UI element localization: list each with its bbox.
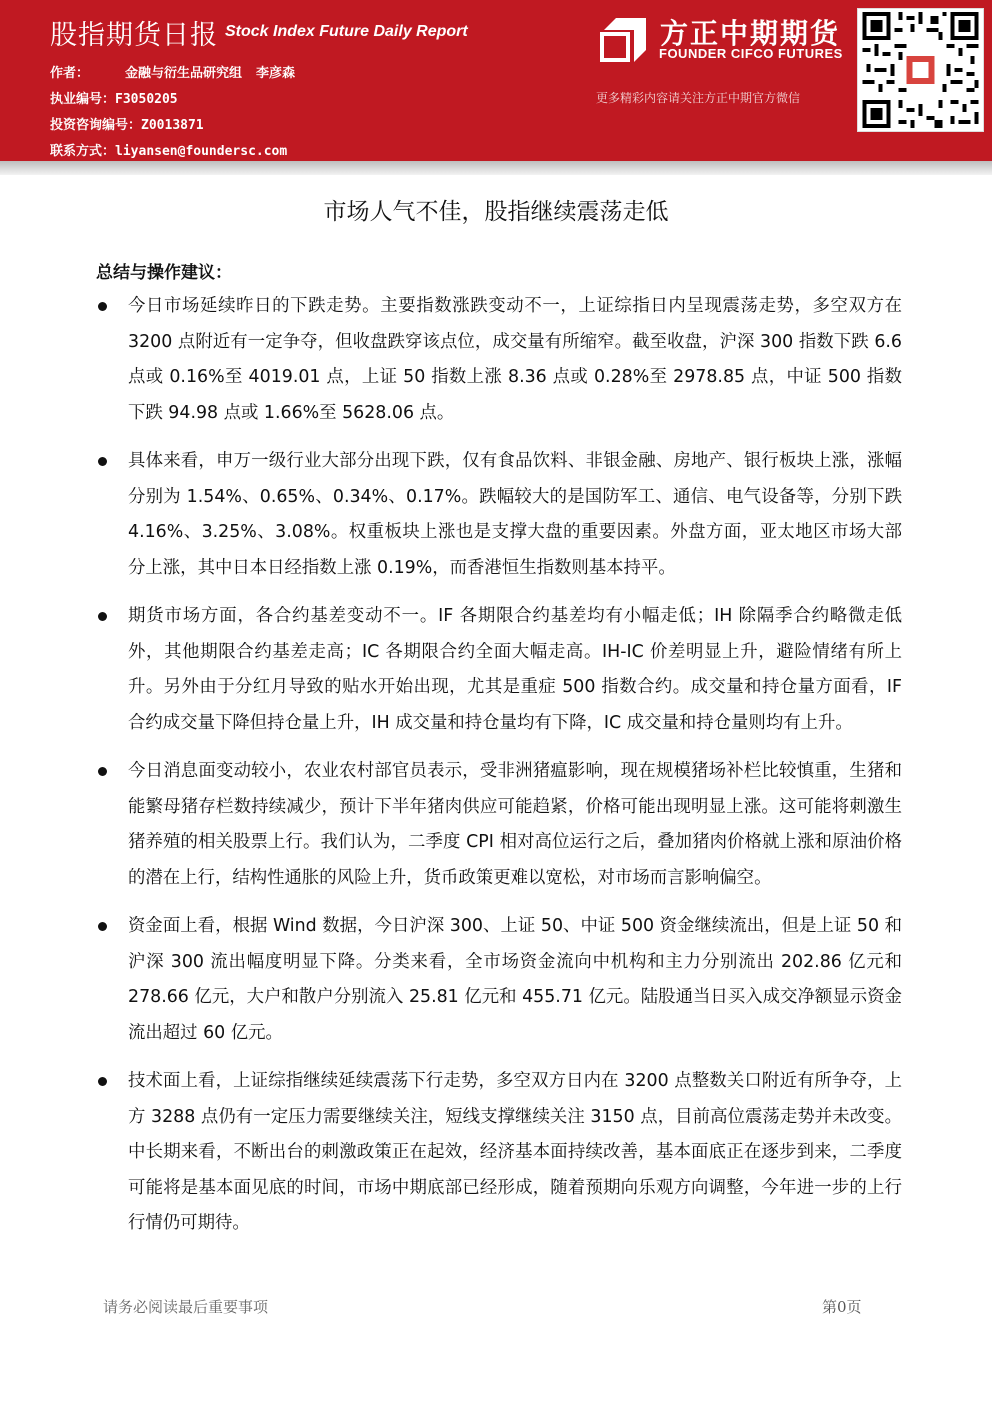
logo-text-cn: 方正中期期货 [660, 17, 841, 50]
list-item [96, 1064, 902, 1242]
author-label: 作者： [50, 66, 90, 81]
list-item [96, 444, 902, 586]
paragraph-text: 今日市场延续昨日的下跌走势。主要指数涨跌变动不一，上证综指日内呈现震荡走势，多空双方在 3200 点附近有一定争夺，但收盘跌穿该点位，成交量有所缩窄。截至收盘，沪深 300 指数下跌 6.6 点或 0.16%至 4019.01 点，上证 50 指数上涨 8.36 点或 0.28%至 2978.85 点，中证 500 指数下跌 94.98 点或 1.66%至 5628.06 点。 [128, 296, 902, 423]
founder-logo-icon [600, 16, 648, 62]
summary-list [96, 289, 902, 1255]
consult-line [50, 114, 204, 133]
author-org: 金融与衍生品研究组 [125, 66, 243, 81]
bullet-icon [98, 612, 107, 621]
contact-line [50, 140, 287, 159]
contact-label: 联系方式： [50, 144, 116, 159]
bullet-icon [98, 767, 107, 776]
author-line [50, 62, 295, 81]
author-name: 李彦森 [256, 66, 296, 81]
license-label: 执业编号： [50, 92, 116, 107]
paragraph-text: 期货市场方面，各合约基差变动不一。IF 各期限合约基差均有小幅走低；IH 除隔季合约略微走低外，其他期限合约基差走高；IC 各期限合约全面大幅走高。IH-IC 价差明显上升，避险情绪有所上升。另外由于分红月导致的贴水开始出现，尤其是重症 500 指数合约。成交量和持仓量方面看，IF 合约成交量下降但持仓量上升，IH 成交量和持仓量均有下降，IC 成交量和持仓量则均有上升。 [128, 606, 902, 733]
list-item [96, 754, 902, 896]
section-heading: 总结与操作建议： [96, 263, 232, 283]
bullet-icon [98, 457, 107, 466]
paragraph-text: 具体来看，申万一级行业大部分出现下跌，仅有食品饮料、非银金融、房地产、银行板块上涨，涨幅分别为 1.54%、0.65%、0.34%、0.17%。跌幅较大的是国防军工、通信、电气设备等，分别下跌 4.16%、3.25%、3.08%。权重板块上涨也是支撑大盘的重要因素。外盘方面，亚太地区市场大部分上涨，其中日本日经指数上涨 0.19%，而香港恒生指数则基本持平。 [128, 451, 902, 578]
bullet-icon [98, 922, 107, 931]
report-title-cn: 股指期货日报 [50, 20, 218, 51]
qr-code-icon [862, 12, 979, 128]
paragraph-text: 今日消息面变动较小，农业农村部官员表示，受非洲猪瘟影响，现在规模猪场补栏比较慎重，生猪和能繁母猪存栏数持续减少，预计下半年猪肉供应可能趋紧，价格可能出现明显上涨。这可能将刺激生猪养殖的相关股票上行。我们认为，二季度 CPI 相对高位运行之后，叠加猪肉价格就上涨和原油价格的潜在上行，结构性通胀的风险上升，货币政策更难以宽松，对市场而言影响偏空。 [128, 761, 902, 888]
logo-text-en: FOUNDER CIFCO FUTURES [659, 46, 843, 61]
contact-value[interactable]: liyansen@foundersc.com [115, 144, 288, 159]
list-item [96, 289, 902, 431]
document-title: 市场人气不佳，股指继续震荡走低 [323, 199, 669, 225]
list-item [96, 909, 902, 1051]
footer-disclaimer: 请务必阅读最后重要事项 [103, 1298, 269, 1316]
license-line [50, 88, 178, 107]
consult-label: 投资咨询编号： [50, 118, 142, 133]
page-number: 第0页 [822, 1298, 862, 1316]
list-item [96, 599, 902, 741]
qr-code[interactable] [857, 8, 984, 132]
paragraph-text: 技术面上看，上证综指继续延续震荡下行走势，多空双方日内在 3200 点整数关口附近有所争夺，上方 3288 点仍有一定压力需要继续关注，短线支撑继续关注 3150 点，目前高位震荡走势并未改变。中长期来看，不断出台的刺激政策正在起效，经济基本面持续改善，基本面底正在逐步到来，二季度可能将是基本面见底的时间，市场中期底部已经形成，随着预期向乐观方向调整，今年进一步的上行行情仍可期待。 [128, 1071, 902, 1233]
report-title-en: Stock Index Future Daily Report [225, 23, 468, 40]
consult-value: Z0013871 [141, 118, 204, 133]
paragraph-text: 资金面上看，根据 Wind 数据，今日沪深 300、上证 50、中证 500 资金继续流出，但是上证 50 和沪深 300 流出幅度明显下降。分类来看，全市场资金流向中机构和主力分别流出 202.86 亿元和 278.66 亿元，大户和散户分别流入 25.81 亿元和 455.71 亿元。陆股通当日买入成交净额显示资金流出超过 60 亿元。 [128, 916, 902, 1043]
report-header [0, 0, 992, 161]
wechat-note: 更多精彩内容请关注方正中期官方微信 [596, 91, 801, 105]
bullet-icon [98, 1077, 107, 1086]
header-divider [0, 161, 992, 175]
license-value: F3050205 [115, 92, 178, 107]
bullet-icon [98, 302, 107, 311]
